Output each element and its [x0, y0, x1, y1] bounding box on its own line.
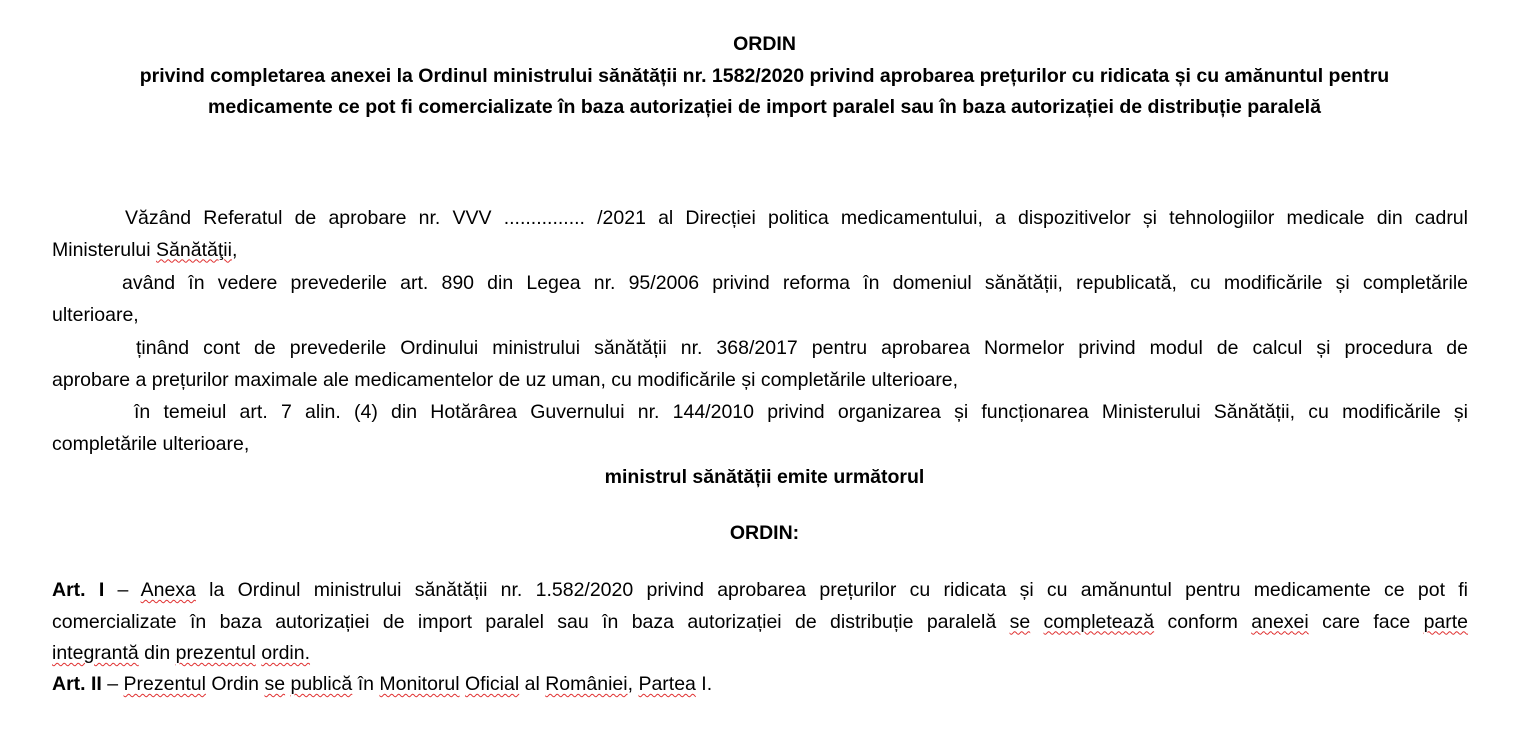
article-2-dash: – [101, 673, 124, 695]
article-2-text: al [519, 673, 546, 695]
article-1-text: comercializate în baza autorizației de import paralel sau în baza autorizației de distribuție paralelă [52, 610, 1010, 633]
preamble-p3-line-2: aprobare a prețurilor maximale ale medicamentelor de uz uman, cu modificările și completările ulterioare, [52, 368, 959, 391]
article-1-line-3 [52, 638, 1468, 670]
preamble-p2-line-1: având în vedere prevederile art. 890 din Legea nr. 95/2006 privind reforma în domeniul sănătății, republicată, cu modificările și completările [122, 272, 1468, 294]
document-subtitle-line-1: privind completarea anexei la Ordinul ministrului sănătății nr. 1582/2020 privind aprobarea prețurilor cu ridicata și cu amănuntul pentru [139, 65, 1390, 87]
article-2-text: I. [695, 673, 713, 695]
preamble-paragraph-4 [52, 397, 1468, 460]
spellcheck-word: ordin. [261, 642, 311, 664]
spellcheck-word: Oficial [465, 673, 520, 695]
article-1-text: la Ordinul ministrului sănătății nr. 1.582/2020 privind aprobarea prețurilor cu ridicata și cu amănuntul pentru medicamente ce pot fi [195, 579, 1469, 601]
article-1-text [1030, 611, 1043, 633]
spellcheck-word: prezentul [175, 642, 256, 664]
spellcheck-word: Anexa [140, 579, 196, 601]
preamble-p1-text-a: Ministerului [52, 238, 157, 261]
preamble-p2-line-2: ulterioare, [52, 303, 139, 326]
preamble-paragraph-2 [52, 268, 1468, 331]
article-2 [52, 669, 1468, 701]
article-2-line-1 [52, 669, 1468, 701]
document-title: ORDIN [733, 33, 796, 55]
document-subtitle-line-2: medicamente ce pot fi comercializate în baza autorizației de import paralel sau în baza autorizației de distribuție paralelă [208, 96, 1321, 118]
article-1-dash: – [104, 579, 141, 601]
article-1-line-2 [52, 607, 1468, 639]
article-2-text: în [352, 673, 380, 695]
spellcheck-word: Monitorul [379, 673, 460, 695]
spellcheck-word: Prezentul [123, 673, 206, 695]
article-1-text: din [138, 642, 176, 664]
article-1-line-1 [52, 575, 1468, 607]
preamble-p3-line-1: ținând cont de prevederile Ordinului ministrului sănătății nr. 368/2017 pentru aprobarea Normelor privind modul de calcul și procedura de [136, 337, 1468, 359]
spellcheck-word: Sănătăţii [156, 238, 232, 261]
issuer-statement: ministrul sănătății emite următorul [604, 466, 925, 488]
preamble-p1-line-2 [52, 235, 1468, 267]
article-1-label: Art. I [52, 579, 105, 601]
spellcheck-word: completează [1043, 610, 1155, 633]
spellcheck-word: anexei [1251, 610, 1309, 633]
spellcheck-word: parte [1423, 610, 1469, 633]
article-1-text: conform [1154, 610, 1252, 633]
spellcheck-word: publică [290, 673, 353, 695]
preamble-p1-line-1: Văzând Referatul de aprobare nr. VVV ............... /2021 al Direcției politica medicamentului, a dispozitivelor și tehnologiilor medicale din cadrul [125, 207, 1468, 229]
preamble-p4-line-1: în temeiul art. 7 alin. (4) din Hotărârea Guvernului nr. 144/2010 privind organizarea și funcționarea Ministerului Sănătății, cu modificările și [134, 401, 1468, 423]
order-heading: ORDIN: [729, 522, 800, 544]
preamble-p4-line-2: completările ulterioare, [52, 432, 250, 455]
spellcheck-word: Partea [638, 673, 696, 695]
article-1 [52, 575, 1468, 670]
spellcheck-word: integrantă [52, 642, 139, 664]
article-2-text: , [627, 673, 639, 695]
preamble-paragraph-1 [52, 203, 1468, 266]
preamble-paragraph-3 [52, 333, 1468, 396]
article-2-label: Art. II [52, 673, 102, 695]
article-1-text: care face [1308, 610, 1424, 633]
article-2-text: Ordin [205, 673, 265, 695]
spellcheck-word: se [1009, 610, 1031, 633]
spellcheck-word: se [264, 673, 286, 695]
preamble-p1-text-c: , [231, 238, 238, 261]
spellcheck-word: României [545, 673, 628, 695]
